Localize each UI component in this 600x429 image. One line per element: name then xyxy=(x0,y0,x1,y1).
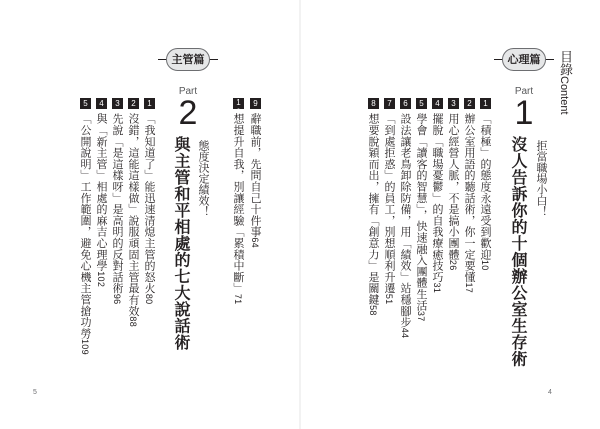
chapter-entry[interactable] xyxy=(448,98,459,271)
toc-heading xyxy=(558,50,571,115)
chapter-page-number: 37 xyxy=(416,310,426,322)
chapter-number: 2 xyxy=(465,98,474,109)
chapter-entry[interactable] xyxy=(233,98,244,304)
toc-title-en: Content xyxy=(558,76,570,115)
part2-part-label: Part xyxy=(178,86,198,97)
chapter-entry[interactable] xyxy=(112,98,123,304)
chapter-page-number: 26 xyxy=(448,259,458,271)
chapter-page-number: 71 xyxy=(233,293,243,305)
chapter-title: 設法讓老鳥卸除防備，用「績效」站穩腳步 xyxy=(399,113,412,328)
part2-badge-label: 主管篇 xyxy=(166,48,210,71)
chapter-entry[interactable] xyxy=(250,98,261,248)
chapter-entry[interactable] xyxy=(432,98,443,293)
chapter-title: 學會「讀客的智慧」，快速融入團體生活 xyxy=(415,113,428,311)
chapter-number: 3 xyxy=(113,98,122,109)
chapter-entry[interactable] xyxy=(128,98,139,327)
chapter-entry[interactable] xyxy=(464,98,475,293)
toc-title: 目錄 xyxy=(557,50,572,76)
chapter-page-number: 64 xyxy=(250,237,260,248)
chapter-page-number: 44 xyxy=(400,327,410,339)
right-page-folio: 4 xyxy=(548,389,552,396)
chapter-number: 9 xyxy=(251,98,260,109)
chapter-title: 擺脫「職場憂鬱」的自我療癒技巧 xyxy=(431,113,444,283)
chapter-page-number: 10 xyxy=(480,259,490,271)
chapter-page-number: 102 xyxy=(96,271,106,288)
chapter-title: 用心經營人脈，不是搞小團體 xyxy=(447,113,460,260)
left-page-folio: 5 xyxy=(33,389,37,396)
part2-number: 2 xyxy=(178,94,198,132)
chapter-title: 沒錯，這能這樣做」說服頑固主管最有效 xyxy=(127,113,140,317)
chapter-entry[interactable] xyxy=(144,98,155,304)
chapter-number: 5 xyxy=(417,98,426,109)
chapter-number: 4 xyxy=(433,98,442,109)
chapter-page-number: 109 xyxy=(80,339,90,355)
chapter-number: 6 xyxy=(401,98,410,109)
part1-part-label: Part xyxy=(514,86,534,97)
chapter-number: 3 xyxy=(449,98,458,109)
chapter-number: 5 xyxy=(81,98,90,109)
chapter-page-number: 80 xyxy=(144,293,154,305)
part1-badge xyxy=(494,40,554,80)
chapter-entry[interactable] xyxy=(368,98,379,316)
chapter-entry[interactable] xyxy=(80,98,91,355)
part2-title: 與主管和平相處的七大說話術 xyxy=(172,136,191,351)
chapter-page-number: 88 xyxy=(128,316,138,328)
chapter-title: 想要脫穎而出，擁有「創意力」是關鍵 xyxy=(367,113,380,306)
chapter-entry[interactable] xyxy=(96,98,107,287)
right-page xyxy=(300,0,600,429)
part1-number: 1 xyxy=(514,94,534,132)
chapter-number: 8 xyxy=(369,98,378,109)
chapter-page-number: 96 xyxy=(112,293,122,305)
chapter-entry[interactable] xyxy=(384,98,395,304)
chapter-number: 4 xyxy=(97,98,106,109)
chapter-entry[interactable] xyxy=(400,98,411,338)
chapter-page-number: 31 xyxy=(432,282,442,294)
part1-subtitle: 拒當職場小白！ xyxy=(535,140,548,217)
part2-subtitle: 態度決定績效！ xyxy=(197,140,210,217)
chapter-title: 「積極」的態度永遠受到歡迎 xyxy=(479,113,492,260)
chapter-title: 想提升自我，別讓經驗「累積中斷」 xyxy=(232,113,245,294)
chapter-entry[interactable] xyxy=(416,98,427,322)
chapter-title: 辭職前，先問自己十件事 xyxy=(249,113,262,238)
chapter-number: 2 xyxy=(129,98,138,109)
chapter-number: 1 xyxy=(481,98,490,109)
chapter-title: 辦公室用語的聽話術，你一定要懂 xyxy=(463,113,476,283)
chapter-page-number: 51 xyxy=(384,293,394,305)
chapter-title: 「公開說明」工作範圍，避免心機主管搶功勞 xyxy=(79,113,92,339)
part1-badge-label: 心理篇 xyxy=(502,48,546,71)
chapter-title: 「我知道了」能迅速清熄主管的怒火 xyxy=(143,113,156,294)
chapter-number: 10 xyxy=(234,98,243,117)
chapter-title: 與「新主管」相處的麻吉心理學 xyxy=(95,113,108,272)
chapter-entry[interactable] xyxy=(480,98,491,271)
chapter-title: 「到處拒惑」的員工，別想順利升遷 xyxy=(383,113,396,294)
chapter-page-number: 58 xyxy=(368,305,378,316)
chapter-title: 先說「是這樣呀」是高明的反對話術 xyxy=(111,113,124,294)
part2-badge xyxy=(158,40,218,80)
chapter-page-number: 17 xyxy=(464,282,474,294)
chapter-number: 1 xyxy=(145,98,154,109)
part1-title: 沒人告訴你的十個辦公室生存術 xyxy=(509,136,528,367)
chapter-number: 7 xyxy=(385,98,394,109)
